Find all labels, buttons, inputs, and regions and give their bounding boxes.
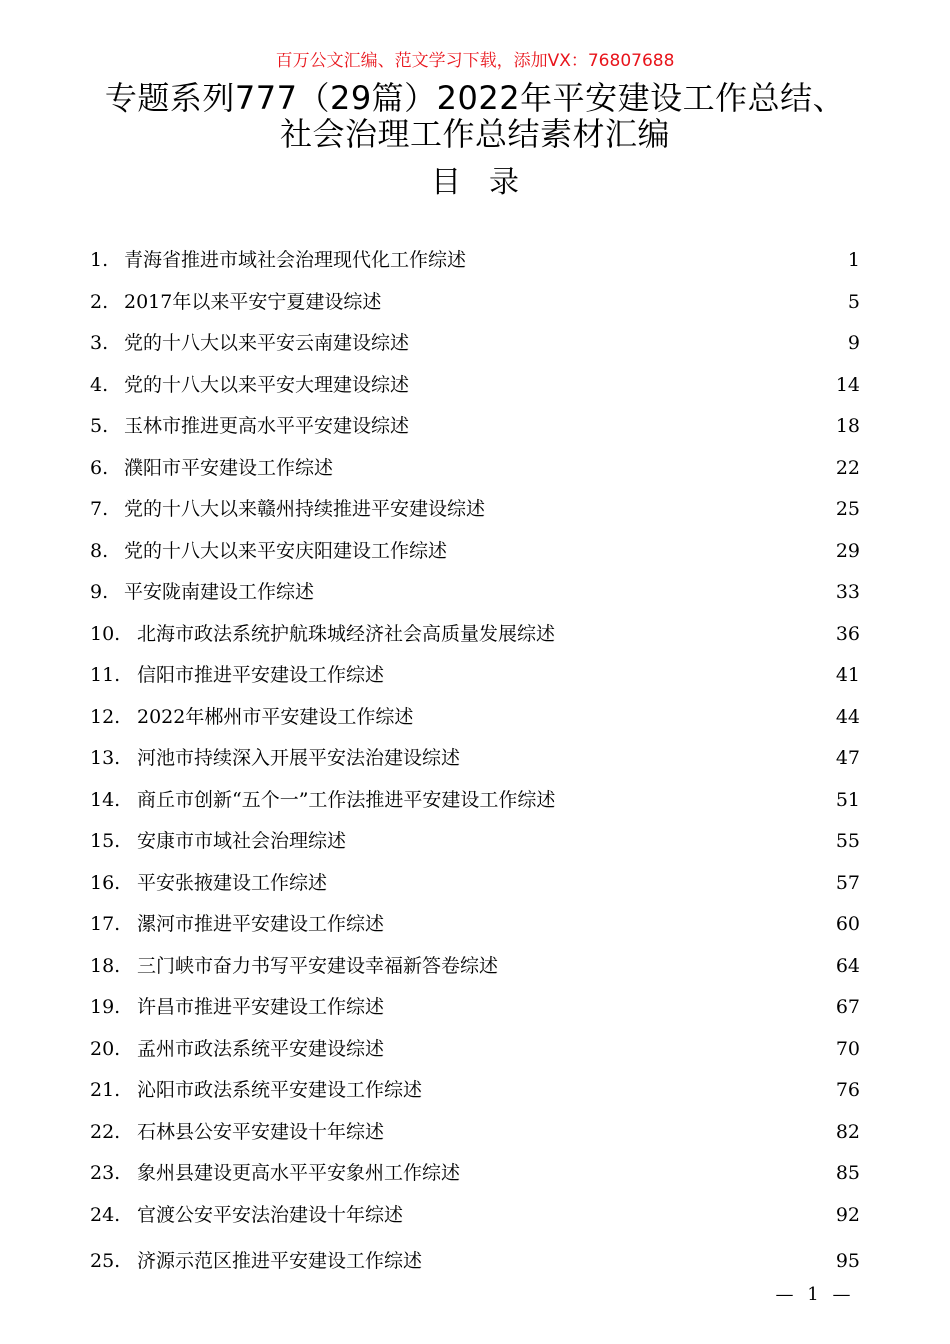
toc-entry-page: 9 bbox=[847, 332, 860, 354]
toc-entry-title: 2022年郴州市平安建设工作综述 bbox=[137, 705, 414, 728]
toc-entry-page: 36 bbox=[835, 622, 860, 645]
toc-entry-page: 25 bbox=[835, 498, 860, 520]
toc-entry bbox=[90, 821, 860, 863]
toc-entry-title: 平安张掖建设工作综述 bbox=[137, 871, 328, 894]
toc-entry-title: 2017年以来平安宁夏建设综述 bbox=[124, 290, 382, 313]
toc-entry bbox=[90, 1195, 860, 1237]
toc-entry bbox=[90, 282, 860, 324]
toc-entry-number: 20. bbox=[90, 1037, 121, 1060]
toc-entry bbox=[90, 448, 860, 490]
toc-entry-page: 5 bbox=[847, 290, 860, 313]
toc-entry bbox=[90, 406, 860, 448]
toc-entry bbox=[90, 1112, 860, 1154]
toc-entry-number: 4. bbox=[90, 373, 109, 396]
toc-entry-number: 10. bbox=[90, 622, 121, 645]
toc-entry bbox=[90, 697, 860, 739]
toc-entry-title: 党的十八大以来平安大理建设综述 bbox=[124, 373, 410, 396]
toc-entry-title: 沁阳市政法系统平安建设工作综述 bbox=[137, 1079, 423, 1101]
toc-entry-title: 濮阳市平安建设工作综述 bbox=[124, 456, 334, 479]
toc-entry-page: 55 bbox=[835, 830, 860, 852]
toc-entry-title: 河池市持续深入开展平安法治建设综述 bbox=[137, 747, 461, 769]
toc-entry bbox=[90, 1241, 860, 1283]
toc-entry-title: 党的十八大以来平安云南建设综述 bbox=[124, 332, 410, 354]
toc-entry-title: 平安陇南建设工作综述 bbox=[124, 581, 315, 603]
toc-entry-page: 64 bbox=[835, 954, 860, 977]
toc-entry bbox=[90, 780, 860, 822]
toc-entry-title: 象州县建设更高水平平安象州工作综述 bbox=[137, 1162, 461, 1184]
toc-entry bbox=[90, 240, 860, 282]
toc-entry bbox=[90, 655, 860, 697]
toc-entry-title: 玉林市推进更高水平平安建设综述 bbox=[124, 415, 410, 437]
toc-entry bbox=[90, 323, 860, 365]
toc-entry bbox=[90, 531, 860, 573]
toc-entry bbox=[90, 1153, 860, 1195]
toc-entry-number: 12. bbox=[90, 705, 121, 728]
toc-entry-page: 85 bbox=[835, 1162, 860, 1184]
toc-entry-page: 18 bbox=[835, 415, 860, 437]
toc-entry bbox=[90, 614, 860, 656]
title-line-1: 专题系列777（29篇）2022年平安建设工作总结、 bbox=[104, 79, 846, 117]
toc-entry-title: 党的十八大以来平安庆阳建设工作综述 bbox=[124, 539, 448, 562]
toc-entry-title: 信阳市推进平安建设工作综述 bbox=[137, 664, 385, 686]
toc-entry-page: 51 bbox=[835, 788, 860, 811]
toc-entry-number: 17. bbox=[90, 913, 121, 935]
toc-entry-title: 商丘市创新“五个一”工作法推进平安建设工作综述 bbox=[137, 788, 556, 811]
toc-entry-title: 三门峡市奋力书写平安建设幸福新答卷综述 bbox=[137, 954, 499, 977]
toc-entry-title: 党的十八大以来赣州持续推进平安建设综述 bbox=[124, 498, 486, 520]
toc-entry-number: 13. bbox=[90, 747, 121, 769]
toc-entry-number: 3. bbox=[90, 332, 109, 354]
toc-entry-number: 23. bbox=[90, 1162, 121, 1184]
page-number-footer: — 1 — bbox=[775, 1284, 855, 1305]
toc-entry-title: 漯河市推进平安建设工作综述 bbox=[137, 913, 385, 935]
toc-entry-title: 官渡公安平安法治建设十年综述 bbox=[137, 1203, 404, 1226]
toc-entry-page: 41 bbox=[835, 664, 860, 686]
toc-entry-number: 22. bbox=[90, 1120, 121, 1143]
toc-entry-page: 95 bbox=[835, 1250, 860, 1272]
toc-entry-title: 北海市政法系统护航珠城经济社会高质量发展综述 bbox=[137, 622, 556, 645]
toc-entry-page: 82 bbox=[835, 1120, 860, 1143]
toc-entry-number: 16. bbox=[90, 871, 121, 894]
toc-entry-number: 18. bbox=[90, 954, 121, 977]
toc-entry-number: 9. bbox=[90, 581, 109, 603]
toc-entry bbox=[90, 987, 860, 1029]
toc-entry-page: 70 bbox=[835, 1037, 860, 1060]
toc-entry-page: 33 bbox=[835, 581, 860, 603]
toc-entry-number: 1. bbox=[90, 249, 109, 271]
toc-entry-number: 2. bbox=[90, 290, 109, 313]
toc-entry bbox=[90, 365, 860, 407]
toc-entry bbox=[90, 572, 860, 614]
toc-entry-page: 1 bbox=[847, 249, 860, 271]
toc-entry-title: 青海省推进市域社会治理现代化工作综述 bbox=[124, 249, 467, 271]
toc-entry-page: 67 bbox=[835, 996, 860, 1018]
toc-entry bbox=[90, 489, 860, 531]
promo-banner: 百万公文汇编、范文学习下载，添加VX：76807688 bbox=[275, 51, 675, 71]
toc-entry-page: 57 bbox=[835, 871, 860, 894]
toc-entry-page: 47 bbox=[835, 747, 860, 769]
toc-entry-title: 石林县公安平安建设十年综述 bbox=[137, 1120, 385, 1143]
toc-entry-page: 22 bbox=[835, 456, 860, 479]
toc-entry bbox=[90, 1029, 860, 1071]
toc-entry-page: 60 bbox=[835, 913, 860, 935]
toc-entry-page: 29 bbox=[835, 539, 860, 562]
title-line-2: 社会治理工作总结素材汇编 bbox=[279, 115, 670, 153]
toc-entry-page: 76 bbox=[835, 1079, 860, 1101]
toc-entry-number: 25. bbox=[90, 1250, 121, 1272]
toc-entry-page: 92 bbox=[835, 1203, 860, 1226]
toc-entry bbox=[90, 738, 860, 780]
toc-entry bbox=[90, 946, 860, 988]
toc-entry-number: 6. bbox=[90, 456, 109, 479]
toc-entry-number: 14. bbox=[90, 788, 121, 811]
toc-entry-number: 7. bbox=[90, 498, 109, 520]
toc-entry-number: 8. bbox=[90, 539, 109, 562]
toc-entry-page: 44 bbox=[835, 705, 860, 728]
document-title bbox=[60, 80, 890, 152]
toc-entry-number: 5. bbox=[90, 415, 109, 437]
toc-entry bbox=[90, 863, 860, 905]
toc-entry-number: 11. bbox=[90, 664, 121, 686]
toc-entry-number: 15. bbox=[90, 830, 121, 852]
toc-entry-number: 19. bbox=[90, 996, 121, 1018]
toc-entry bbox=[90, 904, 860, 946]
toc-heading: 目录 bbox=[431, 165, 547, 200]
toc-entry-number: 24. bbox=[90, 1203, 121, 1226]
toc-entry-title: 许昌市推进平安建设工作综述 bbox=[137, 996, 385, 1018]
toc-entry-title: 安康市市域社会治理综述 bbox=[137, 830, 347, 852]
toc-entry-page: 14 bbox=[835, 373, 860, 396]
toc-entry bbox=[90, 1070, 860, 1112]
toc-entry-number: 21. bbox=[90, 1079, 121, 1101]
toc-entry-title: 孟州市政法系统平安建设综述 bbox=[137, 1037, 385, 1060]
table-of-contents bbox=[90, 240, 860, 1283]
toc-entry-title: 济源示范区推进平安建设工作综述 bbox=[137, 1250, 423, 1272]
